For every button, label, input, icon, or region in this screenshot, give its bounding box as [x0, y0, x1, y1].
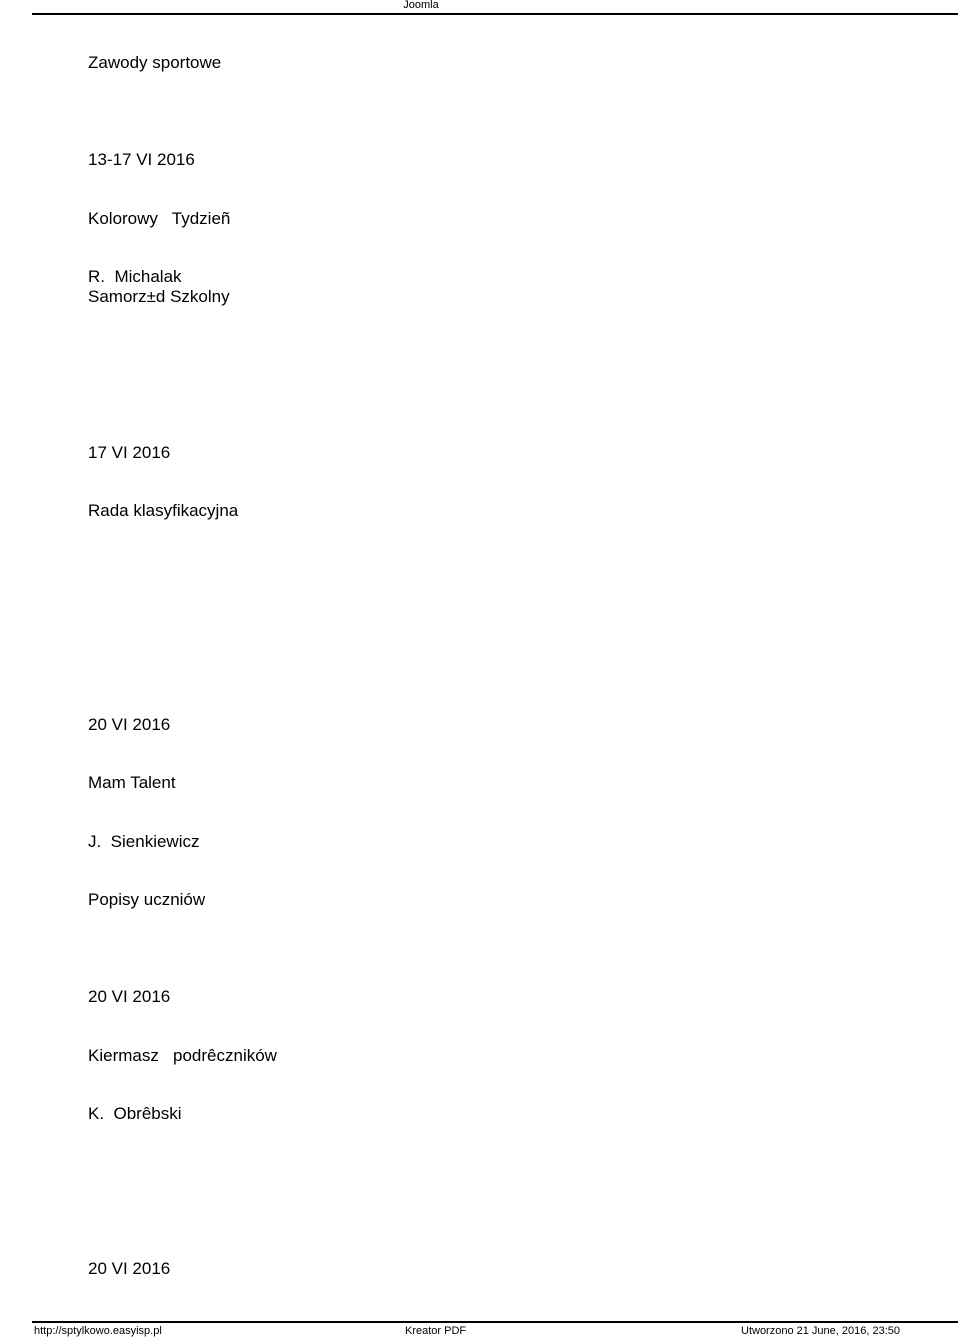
entry-text: R. Michalak	[88, 267, 182, 286]
footer-created: Utworzono 21 June, 2016, 23:50	[741, 1325, 901, 1337]
footer-creator: Kreator PDF	[405, 1325, 467, 1337]
entry-text: Rada klasyfikacyjna	[88, 501, 239, 520]
entry-text: 17 VI 2016	[88, 443, 171, 462]
footer-url: http://sptylkowo.easyisp.pl	[34, 1325, 162, 1337]
entry-text: 13-17 VI 2016	[88, 150, 195, 169]
entry-text: Samorz±d Szkolny	[88, 287, 230, 306]
footer-rule	[32, 1321, 958, 1323]
entry-text: 20 VI 2016	[88, 715, 171, 734]
entry-text: Kolorowy Tydzieñ	[88, 209, 231, 228]
entry-text: Popisy uczniów	[88, 890, 206, 909]
page-header-title: Joomla	[403, 0, 439, 11]
entry-text: Zawody sportowe	[88, 53, 222, 72]
entry-text: K. Obrêbski	[88, 1104, 182, 1123]
entry-text: Kiermasz podrêczników	[88, 1046, 277, 1065]
entry-text: 20 VI 2016	[88, 1259, 171, 1278]
entry-text: J. Sienkiewicz	[88, 832, 200, 851]
header-rule	[32, 13, 958, 15]
entry-text: 20 VI 2016	[88, 987, 171, 1006]
entry-text: Mam Talent	[88, 773, 176, 792]
